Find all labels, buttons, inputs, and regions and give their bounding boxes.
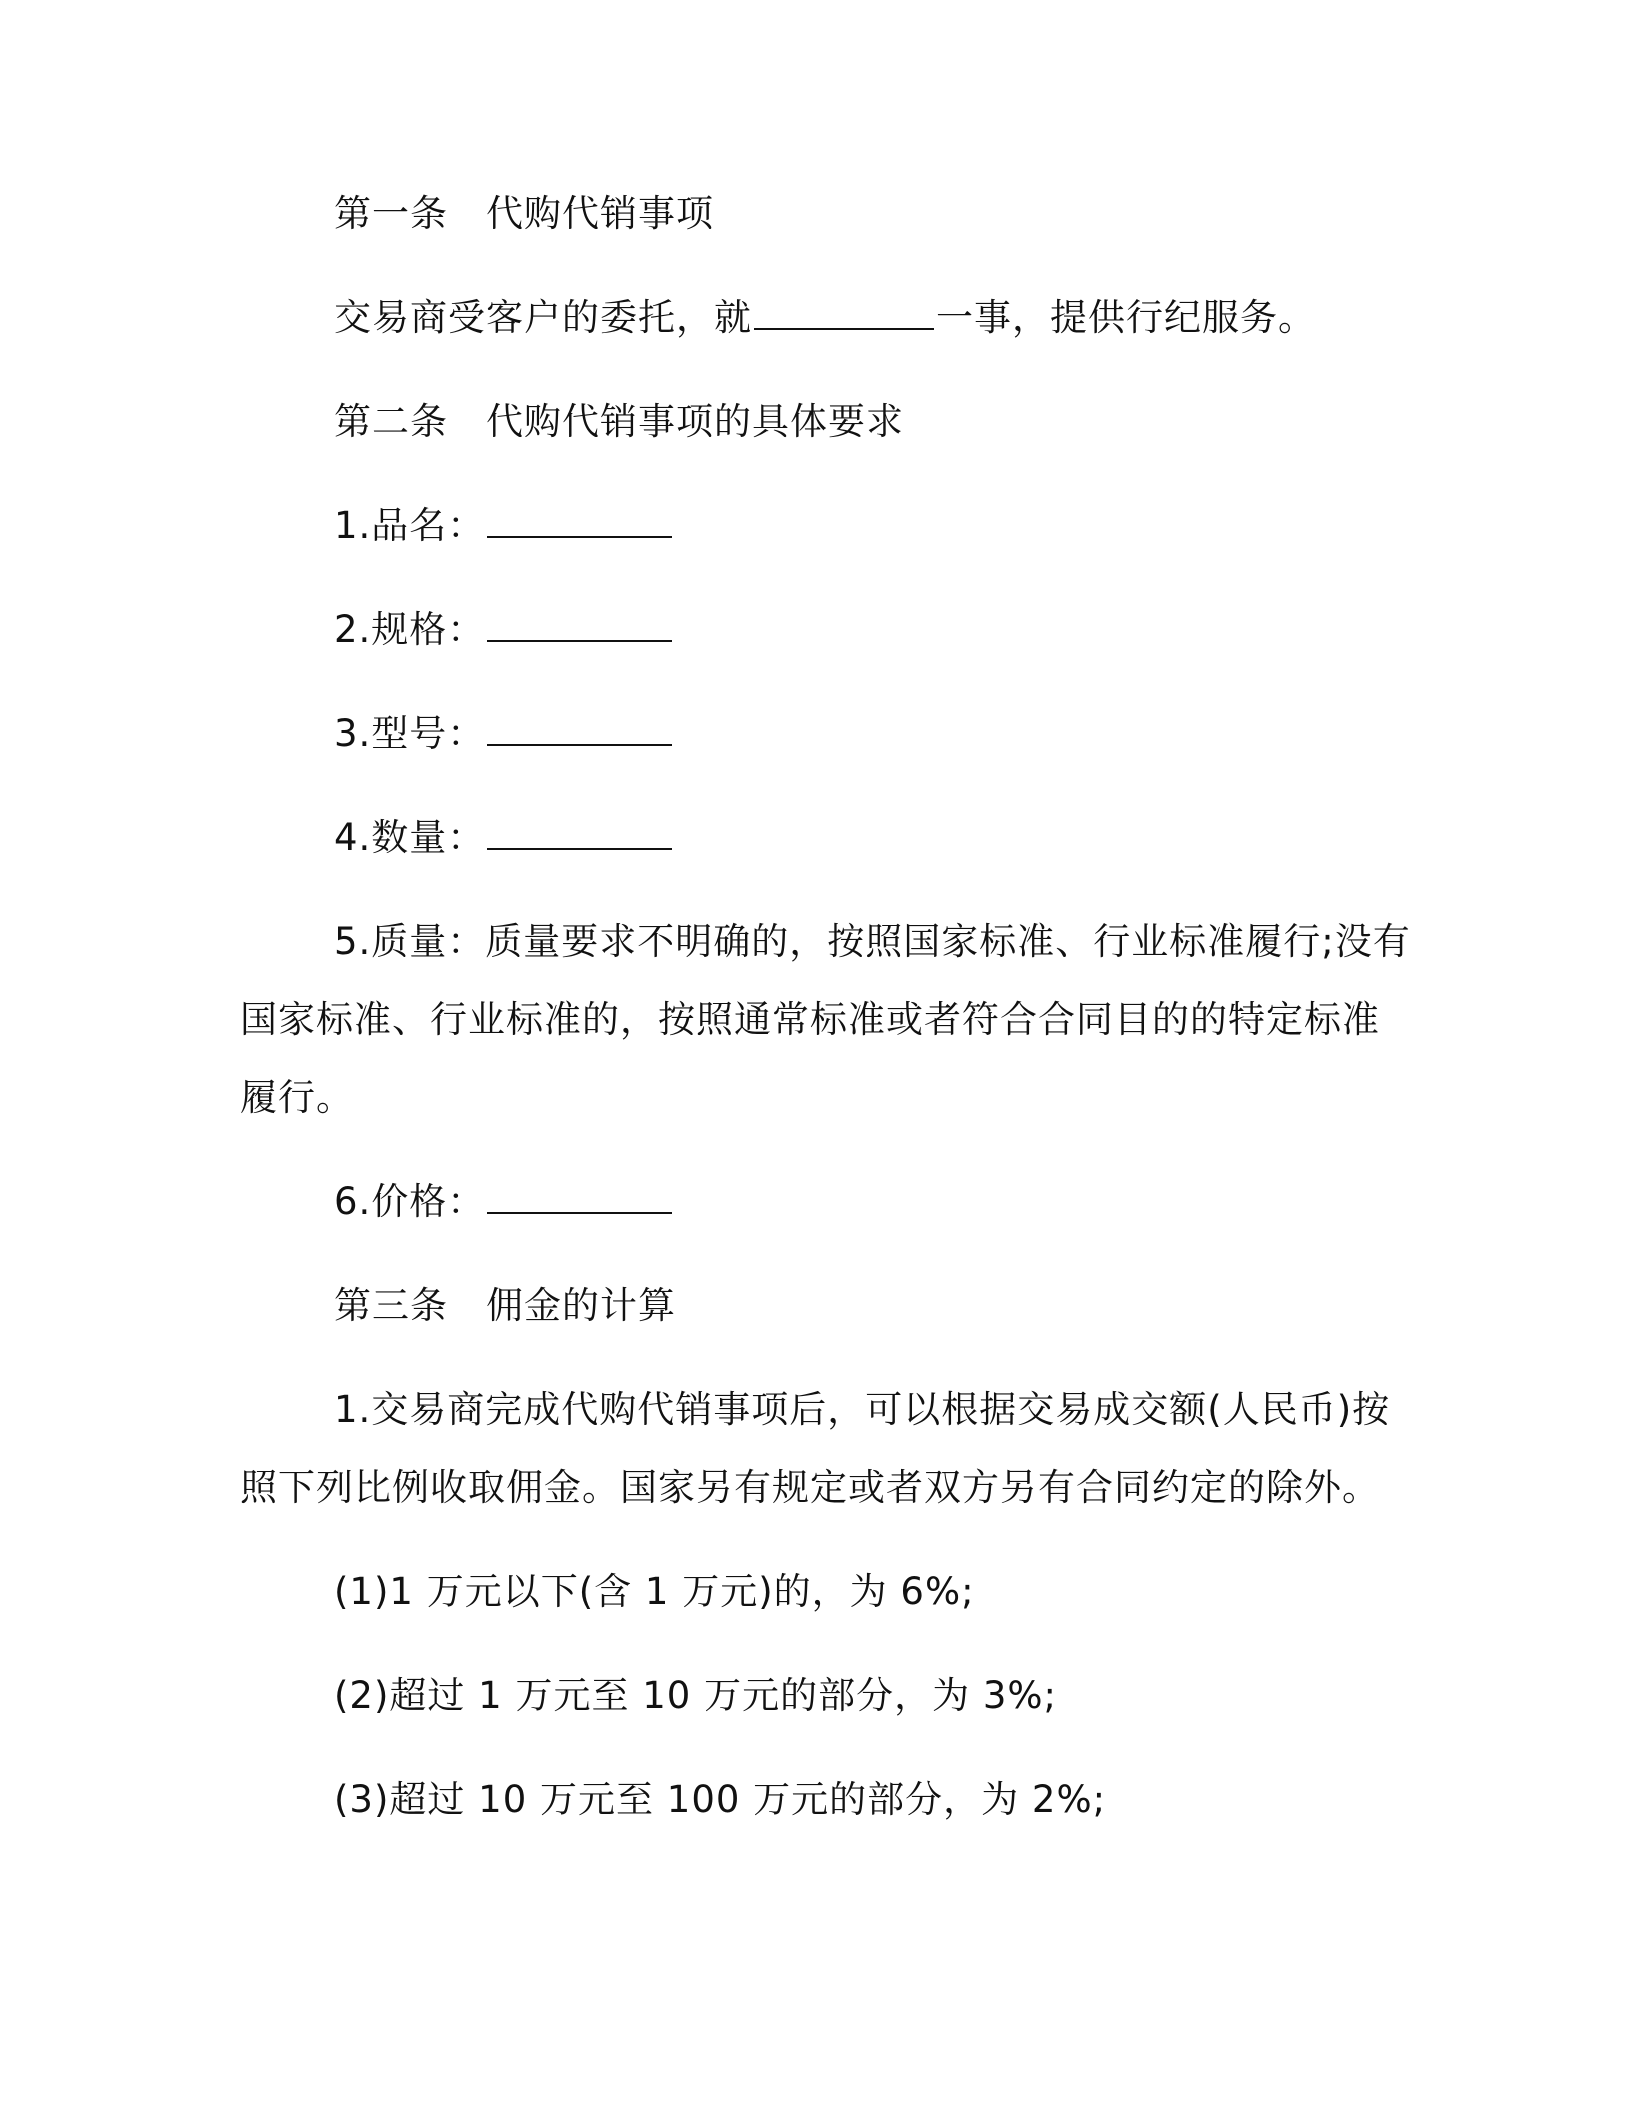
item-quantity-label: 4.数量： [334,816,486,859]
item-model-label: 3.型号： [334,712,486,755]
item-product-name [334,500,674,552]
article-1-heading: 第一条 代购代销事项 [334,192,714,235]
article-1-body-after: 一事，提供行纪服务。 [936,296,1316,339]
commission-rate-2: (2)超过 1 万元至 10 万元的部分，为 3%; [334,1674,1058,1717]
commission-rate-3: (3)超过 10 万元至 100 万元的部分，为 2%; [334,1778,1107,1821]
item-quality-line-1: 5.质量：质量要求不明确的，按照国家标准、行业标准履行;没有 [334,920,1411,963]
model-blank[interactable] [487,710,672,746]
article-1-body [334,292,1316,344]
item-quantity [334,812,674,864]
product-name-blank[interactable] [487,502,672,538]
commission-para-line-2: 照下列比例收取佣金。国家另有规定或者双方另有合同约定的除外。 [240,1466,1380,1509]
item-quality-line-2: 国家标准、行业标准的，按照通常标准或者符合合同目的的特定标准 [240,998,1380,1041]
item-model [334,708,674,760]
specification-blank[interactable] [487,606,672,642]
commission-para-line-1: 1.交易商完成代购代销事项后，可以根据交易成交额(人民币)按 [334,1388,1391,1431]
item-specification-label: 2.规格： [334,608,486,651]
item-product-name-label: 1.品名： [334,504,486,547]
commission-rate-1: (1)1 万元以下(含 1 万元)的，为 6%; [334,1570,975,1613]
article-2-heading: 第二条 代购代销事项的具体要求 [334,400,904,443]
item-price [334,1176,674,1228]
price-blank[interactable] [487,1178,672,1214]
article-1-blank[interactable] [754,294,934,330]
item-specification [334,604,674,656]
item-price-label: 6.价格： [334,1180,486,1223]
quantity-blank[interactable] [487,814,672,850]
article-1-body-before: 交易商受客户的委托，就 [334,296,752,339]
article-3-heading: 第三条 佣金的计算 [334,1284,676,1327]
item-quality-line-3: 履行。 [240,1076,354,1119]
